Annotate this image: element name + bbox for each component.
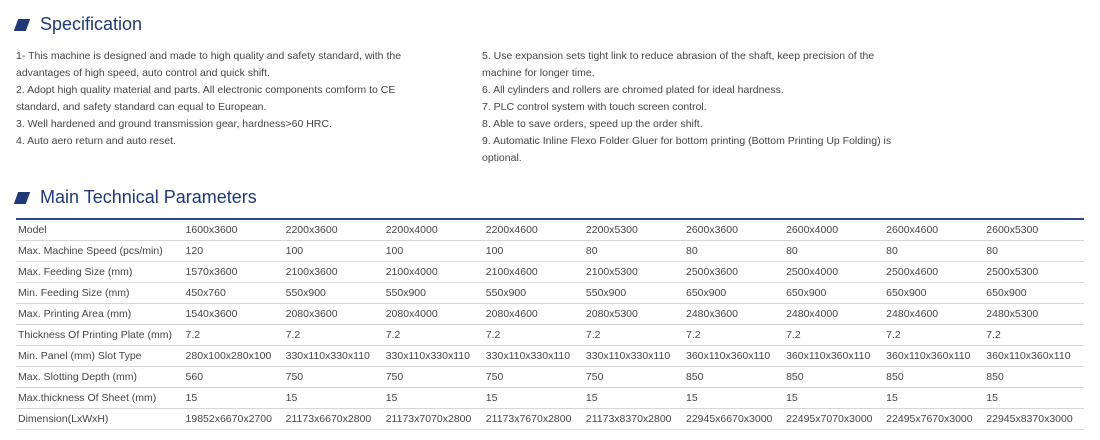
- table-cell: 650x900: [683, 283, 783, 304]
- table-cell: 360x110x360x110: [884, 346, 984, 367]
- table-cell: 330x110x330x110: [583, 346, 683, 367]
- row-label: Model: [16, 220, 183, 241]
- row-label: Min. Panel (mm) Slot Type: [16, 346, 183, 367]
- table-row: [16, 220, 1084, 241]
- table-cell: 2200x4600: [483, 220, 583, 241]
- table-cell: 550x900: [283, 283, 383, 304]
- table-cell: 7.2: [483, 325, 583, 346]
- row-label: Min. Feeding Size (mm): [16, 283, 183, 304]
- spec-item: 8. Able to save orders, speed up the order shift.: [482, 118, 703, 130]
- table-row: [16, 262, 1084, 283]
- table-cell: 15: [583, 388, 683, 409]
- table-cell: 850: [884, 367, 984, 388]
- table-cell: 19852x6670x2700: [183, 409, 283, 430]
- table-cell: 100: [383, 241, 483, 262]
- spec-item: 1- This machine is designed and made to high quality and safety standard, with the advantages of high speed, auto control and quick shift.: [16, 50, 402, 79]
- table-cell: 100: [283, 241, 383, 262]
- table-cell: 2500x3600: [683, 262, 783, 283]
- table-cell: 360x110x360x110: [984, 346, 1084, 367]
- table-row: [16, 346, 1084, 367]
- table-cell: 7.2: [683, 325, 783, 346]
- row-label: Thickness Of Printing Plate (mm): [16, 325, 183, 346]
- table-cell: 330x110x330x110: [283, 346, 383, 367]
- heading-marker-icon: [14, 192, 30, 204]
- table-cell: 550x900: [583, 283, 683, 304]
- table-cell: 7.2: [383, 325, 483, 346]
- table-cell: 850: [984, 367, 1084, 388]
- table-cell: 2200x4000: [383, 220, 483, 241]
- table-cell: 15: [383, 388, 483, 409]
- spec-item: 4. Auto aero return and auto reset.: [16, 135, 176, 147]
- table-cell: 15: [183, 388, 283, 409]
- table-cell: 1600x3600: [183, 220, 283, 241]
- table-cell: 22945x6670x3000: [683, 409, 783, 430]
- table-cell: 650x900: [884, 283, 984, 304]
- row-label: Dimension(LxWxH): [16, 409, 183, 430]
- table-cell: 850: [784, 367, 884, 388]
- table-cell: 80: [784, 241, 884, 262]
- table-cell: 2480x4600: [884, 304, 984, 325]
- table-cell: 80: [683, 241, 783, 262]
- table-cell: 450x760: [183, 283, 283, 304]
- table-cell: 2600x5300: [984, 220, 1084, 241]
- table-cell: 330x110x330x110: [483, 346, 583, 367]
- table-cell: 850: [683, 367, 783, 388]
- specification-title: Specification: [40, 14, 143, 34]
- spec-item: 3. Well hardened and ground transmission gear, hardness>60 HRC.: [16, 118, 332, 130]
- table-cell: 2200x3600: [283, 220, 383, 241]
- table-cell: 1540x3600: [183, 304, 283, 325]
- row-label: Max.thickness Of Sheet (mm): [16, 388, 183, 409]
- table-cell: 2080x5300: [583, 304, 683, 325]
- table-cell: 22495x7670x3000: [884, 409, 984, 430]
- table-cell: 15: [683, 388, 783, 409]
- table-cell: 2500x4600: [884, 262, 984, 283]
- specification-list-left: [16, 48, 436, 150]
- table-cell: 21173x7070x2800: [383, 409, 483, 430]
- table-cell: 750: [383, 367, 483, 388]
- table-cell: 750: [283, 367, 383, 388]
- table-cell: 2080x3600: [283, 304, 383, 325]
- table-cell: 550x900: [383, 283, 483, 304]
- table-cell: 15: [884, 388, 984, 409]
- table-cell: 15: [784, 388, 884, 409]
- table-cell: 7.2: [884, 325, 984, 346]
- table-cell: 2080x4000: [383, 304, 483, 325]
- table-cell: 2080x4600: [483, 304, 583, 325]
- heading-marker-icon: [14, 19, 30, 31]
- spec-item: 5. Use expansion sets tight link to reduce abrasion of the shaft, keep precision of the machine for longer time.: [482, 50, 875, 79]
- parameters-table-container: [16, 218, 1084, 430]
- table-cell: 80: [984, 241, 1084, 262]
- row-label: Max. Feeding Size (mm): [16, 262, 183, 283]
- table-cell: 2500x5300: [984, 262, 1084, 283]
- table-row: [16, 304, 1084, 325]
- table-cell: 21173x8370x2800: [583, 409, 683, 430]
- table-row: [16, 283, 1084, 304]
- spec-item: 2. Adopt high quality material and parts. All electronic components comform to CE standard, and safety standard can equal to European.: [16, 84, 396, 113]
- table-cell: 280x100x280x100: [183, 346, 283, 367]
- table-cell: 100: [483, 241, 583, 262]
- table-cell: 21173x7670x2800: [483, 409, 583, 430]
- table-cell: 360x110x360x110: [784, 346, 884, 367]
- spec-item: 9. Automatic Inline Flexo Folder Gluer for bottom printing (Bottom Printing Up Folding) is optional.: [482, 135, 892, 164]
- table-cell: 7.2: [183, 325, 283, 346]
- parameters-table: [16, 220, 1084, 430]
- table-row: [16, 241, 1084, 262]
- table-cell: 650x900: [984, 283, 1084, 304]
- table-cell: 15: [283, 388, 383, 409]
- table-cell: 2100x3600: [283, 262, 383, 283]
- row-label: Max. Slotting Depth (mm): [16, 367, 183, 388]
- table-cell: 80: [583, 241, 683, 262]
- table-row: [16, 388, 1084, 409]
- table-cell: 120: [183, 241, 283, 262]
- row-label: Max. Printing Area (mm): [16, 304, 183, 325]
- table-cell: 2600x3600: [683, 220, 783, 241]
- table-cell: 2500x4000: [784, 262, 884, 283]
- table-cell: 2100x4600: [483, 262, 583, 283]
- table-cell: 7.2: [784, 325, 884, 346]
- table-cell: 2100x4000: [383, 262, 483, 283]
- row-label: Max. Machine Speed (pcs/min): [16, 241, 183, 262]
- table-row: [16, 409, 1084, 430]
- table-cell: 80: [884, 241, 984, 262]
- table-cell: 21173x6670x2800: [283, 409, 383, 430]
- table-row: [16, 325, 1084, 346]
- spec-item: 6. All cylinders and rollers are chromed plated for ideal hardness.: [482, 84, 784, 96]
- specification-list-right: [482, 48, 902, 167]
- table-cell: 750: [583, 367, 683, 388]
- table-cell: 2600x4000: [784, 220, 884, 241]
- table-cell: 15: [483, 388, 583, 409]
- table-cell: 7.2: [583, 325, 683, 346]
- table-cell: 2480x5300: [984, 304, 1084, 325]
- table-cell: 7.2: [984, 325, 1084, 346]
- table-cell: 22945x8370x3000: [984, 409, 1084, 430]
- table-cell: 2480x3600: [683, 304, 783, 325]
- spec-item: 7. PLC control system with touch screen control.: [482, 101, 707, 113]
- table-cell: 560: [183, 367, 283, 388]
- table-cell: 2200x5300: [583, 220, 683, 241]
- table-cell: 750: [483, 367, 583, 388]
- table-cell: 2480x4000: [784, 304, 884, 325]
- table-cell: 2100x5300: [583, 262, 683, 283]
- table-cell: 330x110x330x110: [383, 346, 483, 367]
- table-cell: 7.2: [283, 325, 383, 346]
- table-cell: 360x110x360x110: [683, 346, 783, 367]
- table-cell: 2600x4600: [884, 220, 984, 241]
- table-cell: 15: [984, 388, 1084, 409]
- parameters-title: Main Technical Parameters: [40, 187, 257, 207]
- table-cell: 550x900: [483, 283, 583, 304]
- table-cell: 22495x7070x3000: [784, 409, 884, 430]
- parameters-heading: [16, 187, 257, 208]
- table-cell: 1570x3600: [183, 262, 283, 283]
- specification-heading: [16, 14, 142, 35]
- table-row: [16, 367, 1084, 388]
- table-cell: 650x900: [784, 283, 884, 304]
